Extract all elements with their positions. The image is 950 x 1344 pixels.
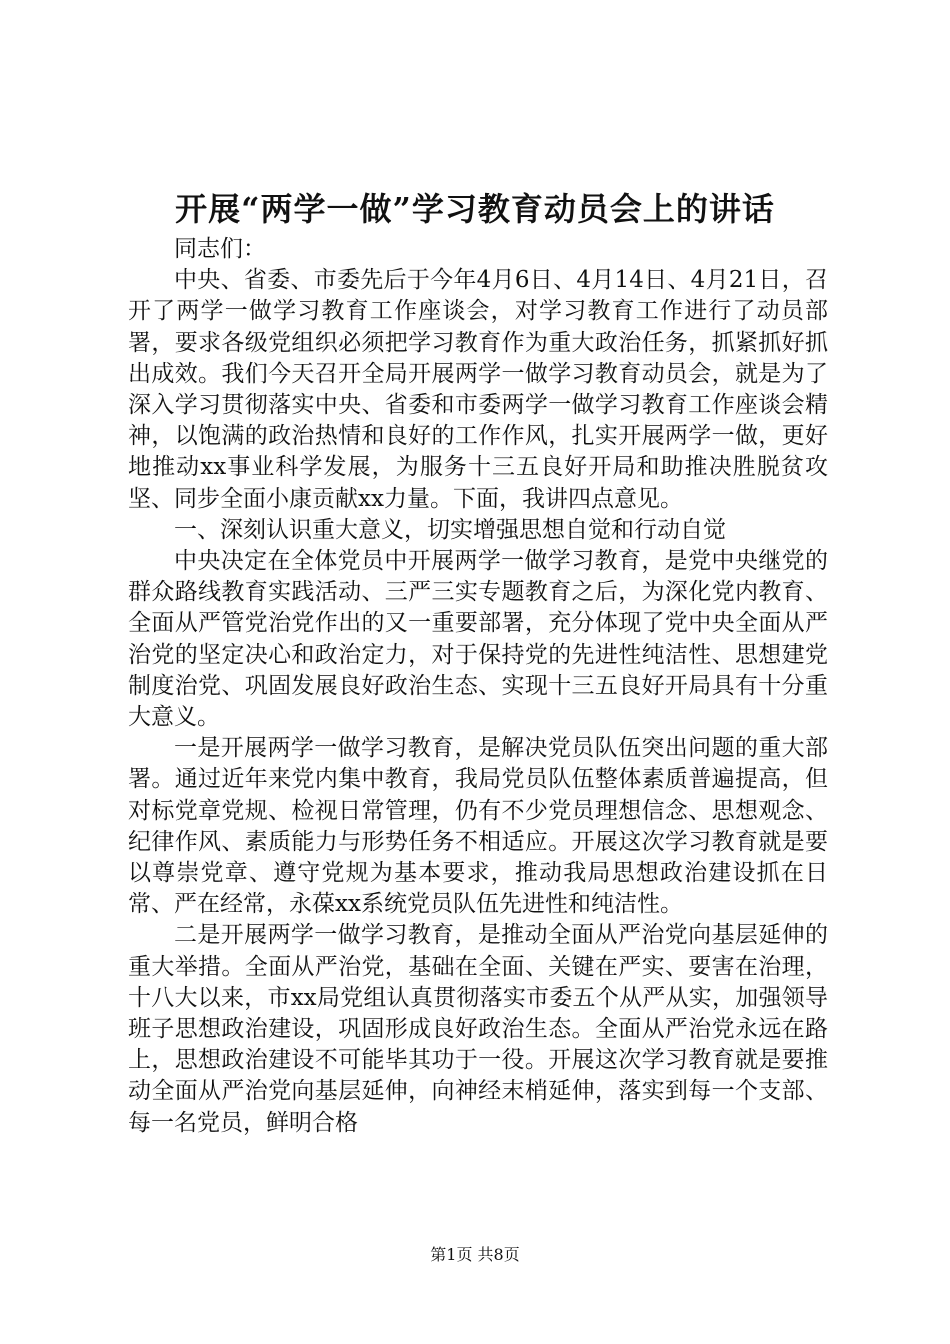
body-paragraph: 二是开展两学一做学习教育，是推动全面从严治党向基层延伸的重大举措。全面从严治党，基础在全面、关键在严实、要害在治理，十八大以来，市xx局党组认真贯彻落实市委五个从严从实，加强领导班子思想政治建设，巩固形成良好政治生态。全面从严治党永远在路上，思想政治建设不可能毕其功于一役。开展这次学习教育就是要推动全面从严治党向基层延伸，向神经末梢延伸，落实到每一个支部、每一名党员，鲜明合格 — [128, 922, 828, 1136]
body-paragraph: 中央、省委、市委先后于今年4月6日、4月14日、4月21日，召开了两学一做学习教育工作座谈会，对学习教育工作进行了动员部署，要求各级党组织必须把学习教育作为重大政治任务，抓紧抓好抓出成效。我们今天召开全局开展两学一做学习教育动员会，就是为了深入学习贯彻落实中央、省委和市委两学一做学习教育工作座谈会精神，以饱满的政治热情和良好的工作作风，扎实开展两学一做，更好地推动xx事业科学发展，为服务十三五良好开局和助推决胜脱贫攻坚、同步全面小康贡献xx力量。下面，我讲四点意见。 — [128, 267, 828, 512]
page-footer: 第1页 共8页 — [430, 1245, 520, 1264]
salutation-paragraph: 同志们： — [174, 236, 266, 262]
body-paragraph: 中央决定在全体党员中开展两学一做学习教育，是党中央继党的群众路线教育实践活动、三严三实专题教育之后，为深化党内教育、全面从严管党治党作出的又一重要部署，充分体现了党中央全面从严治党的坚定决心和政治定力，对于保持党的先进性纯洁性、思想建党制度治党、巩固发展良好政治生态、实现十三五良好开局具有十分重大意义。 — [128, 548, 828, 731]
document-title: 开展“两学一做”学习教育动员会上的讲话 — [175, 190, 775, 228]
body-paragraph: 一是开展两学一做学习教育，是解决党员队伍突出问题的重大部署。通过近年来党内集中教育，我局党员队伍整体素质普遍提高，但对标党章党规、检视日常管理，仍有不少党员理想信念、思想观念、纪律作风、素质能力与形势任务不相适应。开展这次学习教育就是要以尊崇党章、遵守党规为基本要求，推动我局思想政治建设抓在日常、严在经常，永葆xx系统党员队伍先进性和纯洁性。 — [128, 735, 828, 918]
document-body — [128, 234, 828, 1139]
section-heading: 一、深刻认识重大意义，切实增强思想自觉和行动自觉 — [174, 516, 726, 543]
